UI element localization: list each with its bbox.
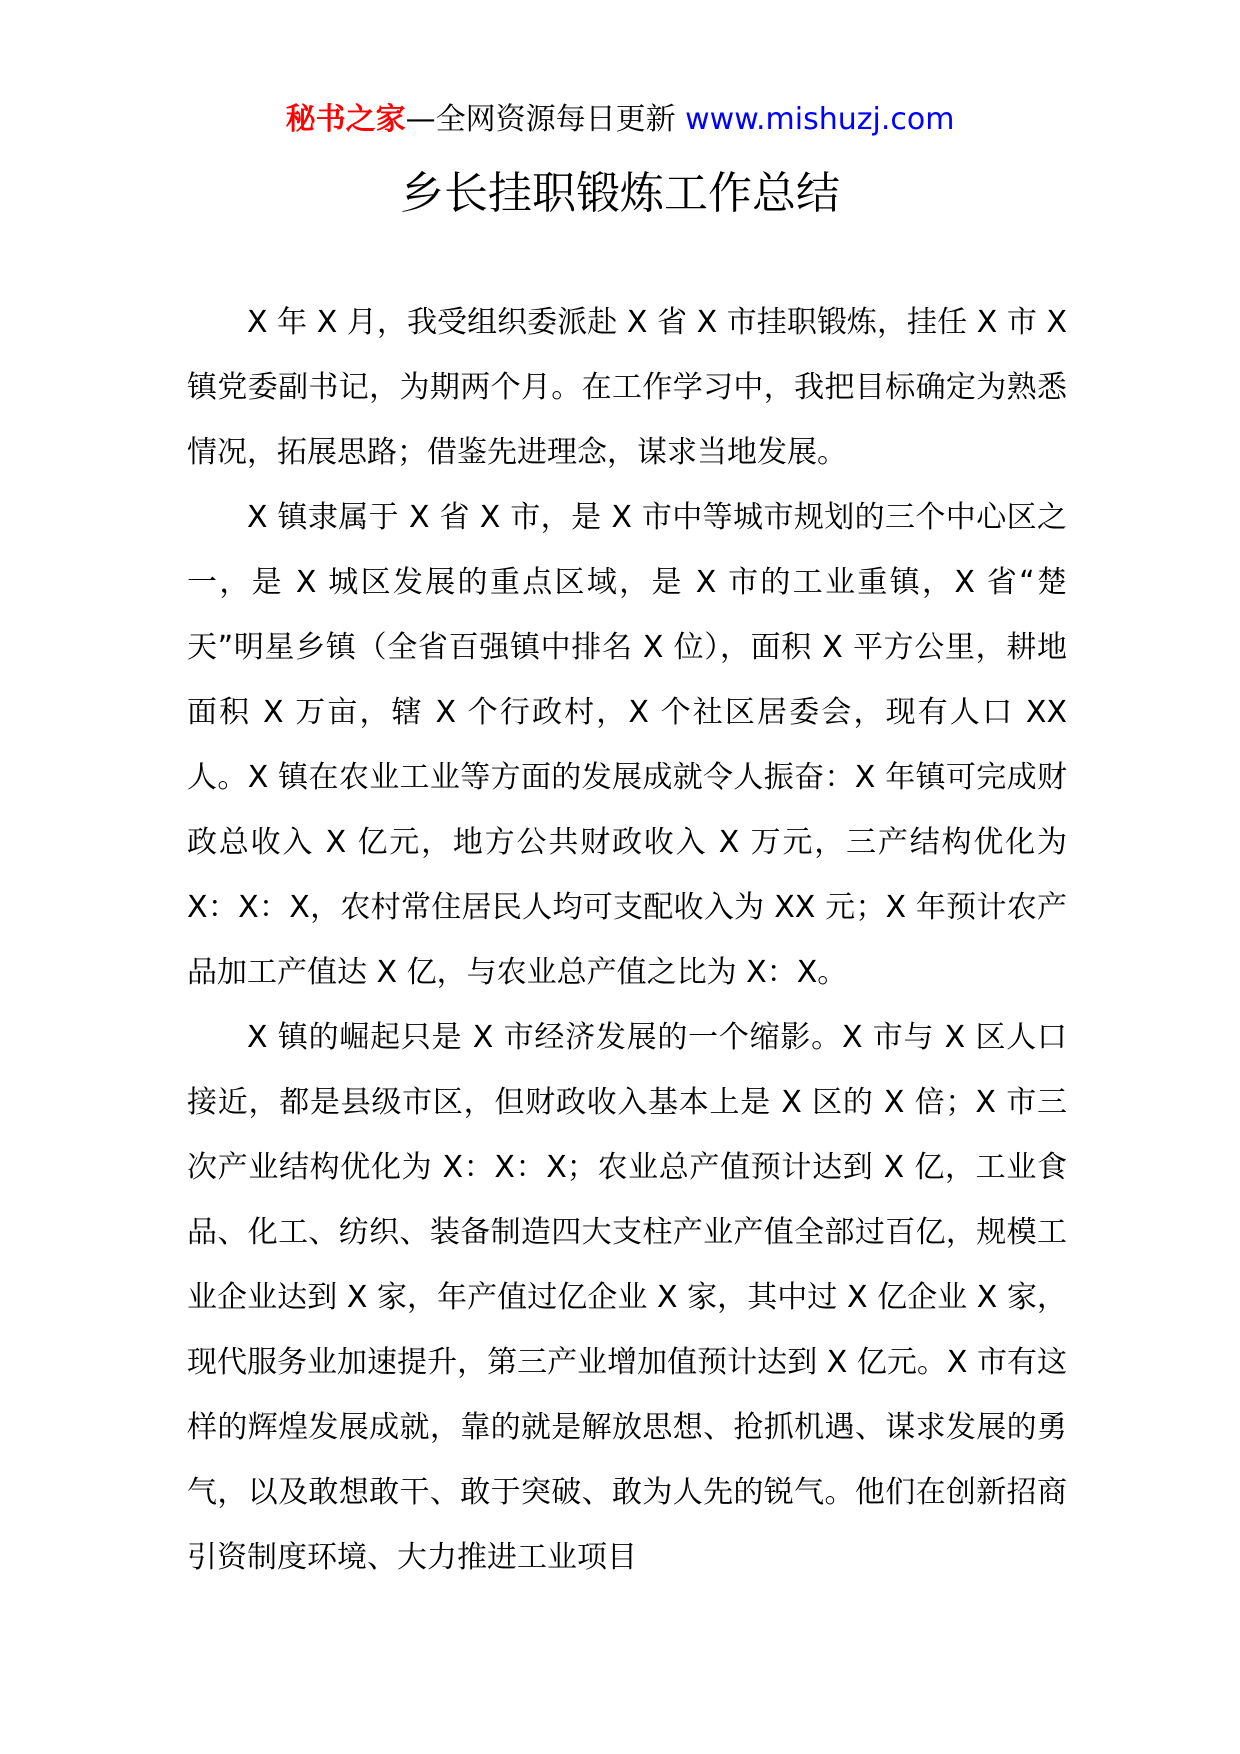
paragraph: X 年 X 月，我受组织委派赴 X 省 X 市挂职锻炼，挂任 X 市 X 镇党委副书记，为期两个月。在工作学习中，我把目标确定为熟悉情况，拓展思路；借鉴先进理念，谋求当地发展。: [187, 305, 1067, 470]
paragraph: X 镇的崛起只是 X 市经济发展的一个缩影。X 市与 X 区人口接近，都是县级市区，但财政收入基本上是 X 区的 X 倍；X 市三次产业结构优化为 X：X：X；农业总产值预计达到 X 亿，工业食品、化工、纺织、装备制造四大支柱产业产值全部过百亿，规模工业企业达到 X 家，年产值过亿企业 X 家，其中过 X 亿企业 X 家，现代服务业加速提升，第三产业增加值预计达到 X 亿元。X 市有这样的辉煌发展成就，靠的就是解放思想、抢抓机遇、谋求发展的勇气，以及敢想敢干、敢于突破、敢为人先的锐气。他们在创新招商引资制度环境、大力推进工业项目: [187, 1020, 1067, 1575]
site-header: [0, 98, 1240, 142]
document-title: 乡长挂职锻炼工作总结: [400, 168, 840, 219]
paragraph: X 镇隶属于 X 省 X 市，是 X 市中等城市规划的三个中心区之一，是 X 城区发展的重点区域，是 X 市的工业重镇，X 省“楚天”明星乡镇（全省百强镇中排名 X 位），面积 X 平方公里，耕地面积 X 万亩，辖 X 个行政村，X 个社区居委会，现有人口 XX 人。X 镇在农业工业等方面的发展成就令人振奋：X 年镇可完成财政总收入 X 亿元，地方公共财政收入 X 万元，三产结构优化为 X：X：X，农村常住居民人均可支配收入为 XX 元；X 年预计农产品加工产值达 X 亿，与农业总产值之比为 X：X。: [187, 500, 1067, 990]
document-body: [187, 290, 1067, 1590]
header-tagline: —全网资源每日更新: [405, 102, 686, 137]
brand-name: 秘书之家: [285, 102, 406, 137]
site-url-link[interactable]: www.mishuzj.com: [685, 102, 955, 137]
